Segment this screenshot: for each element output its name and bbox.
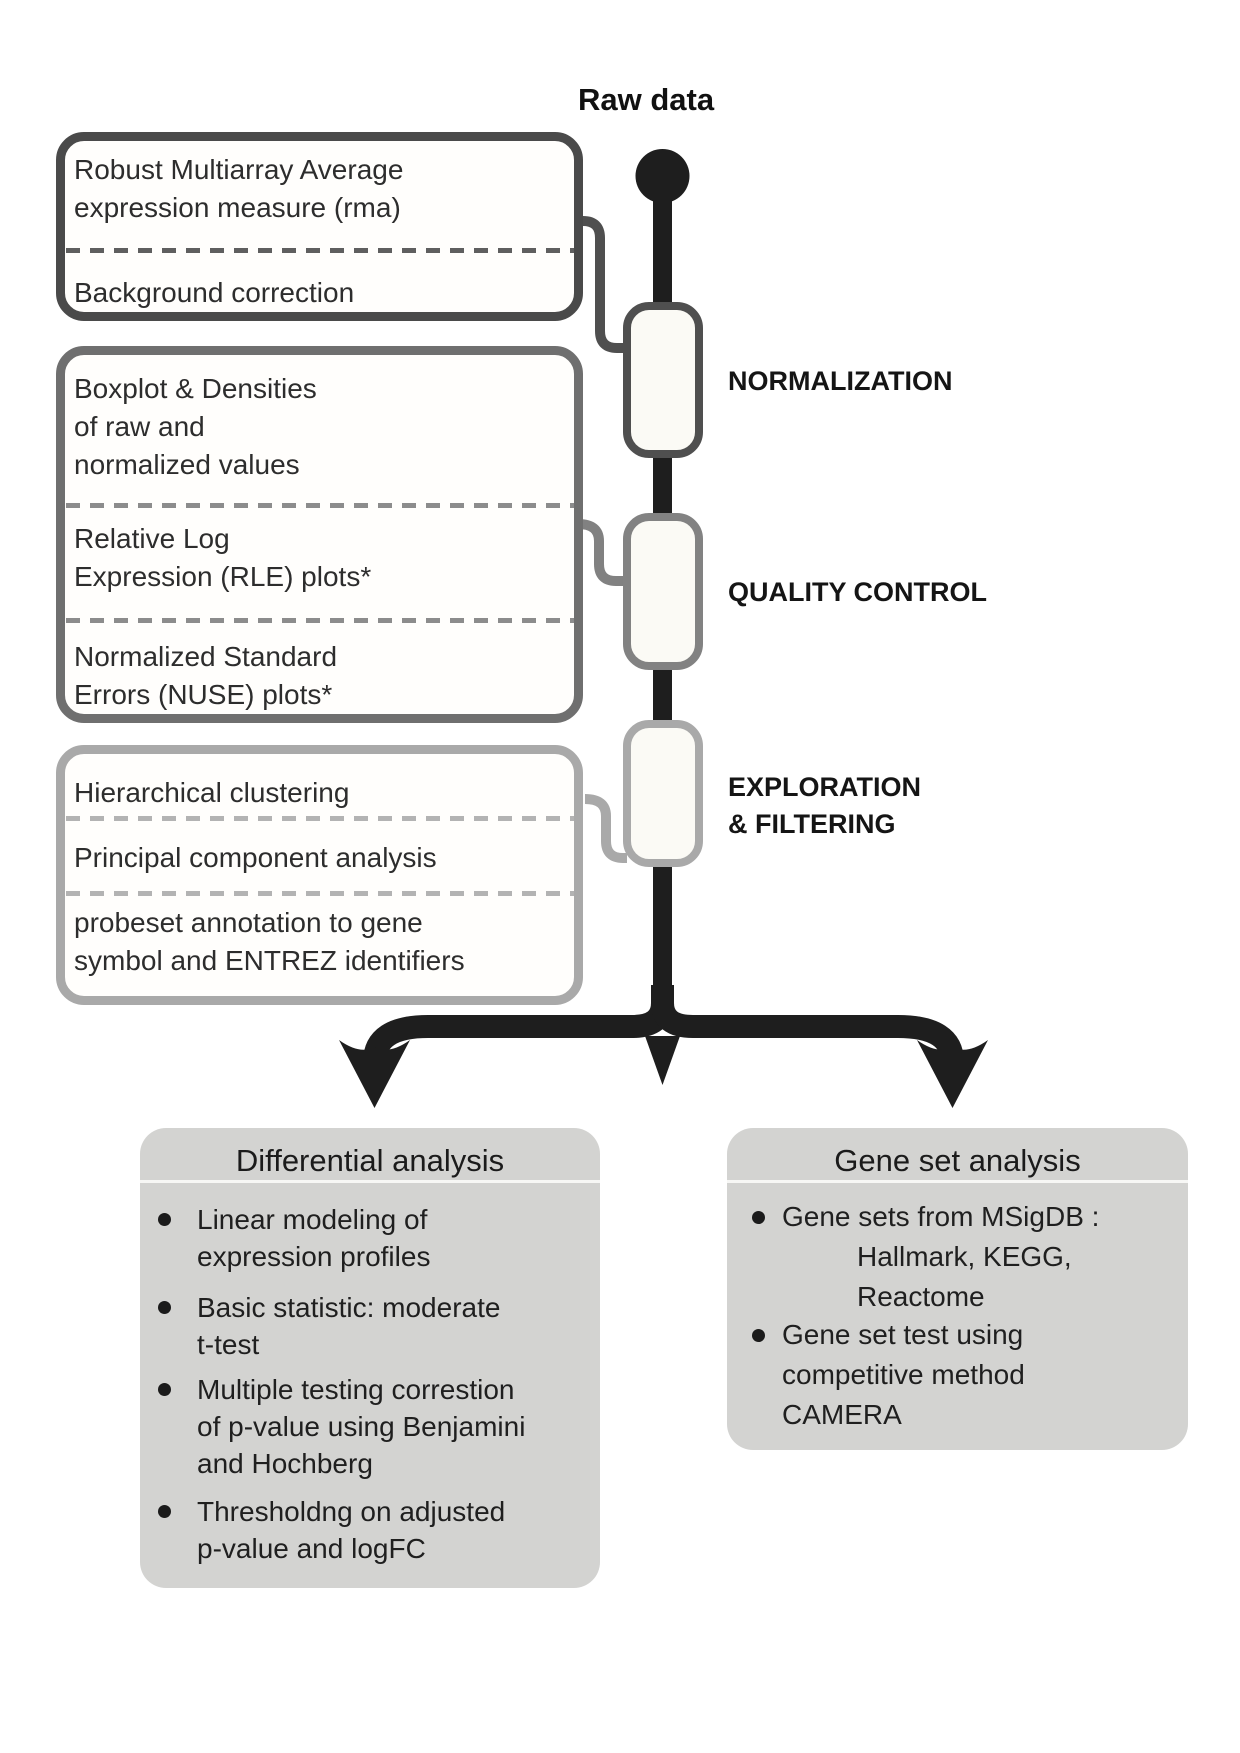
step-line: expression measure (rma) (74, 192, 401, 223)
bullet-line: Hallmark, KEGG, (857, 1241, 1072, 1272)
divider-dashed (66, 503, 574, 508)
step-line: Errors (NUSE) plots* (74, 679, 333, 710)
stage-label-line: & FILTERING (728, 809, 896, 839)
bullet-item-camera-test (782, 1315, 1025, 1435)
stage-label-normalization (728, 363, 952, 400)
arrowhead-left-icon (339, 1040, 410, 1108)
step-line: symbol and ENTREZ identifiers (74, 945, 465, 976)
step-nuse-plots (74, 638, 337, 714)
connector-exploration (585, 799, 627, 858)
arrowhead-right-icon (917, 1040, 988, 1108)
raw-data-label: Raw data (578, 82, 715, 117)
stage-label-quality-control (728, 574, 987, 611)
step-line: of raw and (74, 411, 205, 442)
step-line: Background correction (74, 277, 355, 308)
fork-right-branch (663, 985, 953, 1066)
exploration-node (623, 720, 703, 867)
quality-control-node (623, 513, 703, 670)
stage-label-line: QUALITY CONTROL (728, 577, 987, 607)
bullet-item-multiple-testing (197, 1371, 525, 1482)
step-boxplot-densities (74, 370, 317, 484)
bullet-icon (158, 1505, 171, 1518)
step-line: probeset annotation to gene (74, 907, 423, 938)
bullet-line: Linear modeling of (197, 1204, 428, 1235)
bullet-line: t-test (197, 1329, 260, 1360)
step-line: Expression (RLE) plots* (74, 561, 372, 592)
bullet-icon (752, 1329, 765, 1342)
bullet-line: p-value and logFC (197, 1533, 426, 1564)
step-line: Normalized Standard (74, 641, 338, 672)
bullet-icon (752, 1211, 765, 1224)
step-line: Boxplot & Densities (74, 373, 317, 404)
bullet-icon (158, 1213, 171, 1226)
connector-normalization (583, 221, 627, 348)
bullet-icon (158, 1301, 171, 1314)
divider-dashed (66, 618, 574, 623)
bullet-icon (158, 1383, 171, 1396)
bullet-item-thresholding (197, 1493, 505, 1567)
bullet-line: competitive method (782, 1359, 1025, 1390)
bullet-line: of p-value using Benjamini (197, 1411, 526, 1442)
bullet-line: and Hochberg (197, 1448, 373, 1479)
bullet-line: Gene set test using (782, 1319, 1024, 1350)
step-line: Relative Log (74, 523, 230, 554)
bullet-line: Reactome (857, 1281, 985, 1312)
connector-quality-control (578, 524, 627, 581)
gene-set-analysis-title: Gene set analysis (834, 1143, 1081, 1178)
stage-label-line: NORMALIZATION (728, 366, 953, 396)
stage-label-line: EXPLORATION (728, 772, 922, 802)
step-background-correction (74, 274, 354, 312)
step-line: Hierarchical clustering (74, 777, 350, 808)
raw-data-dot (636, 149, 690, 203)
bullet-line: Gene sets from MSigDB : (782, 1201, 1100, 1232)
divider-dashed (66, 816, 574, 821)
fork-center-cusp (645, 1036, 680, 1085)
divider-dashed (66, 248, 574, 253)
stage-label-exploration-filtering (728, 769, 921, 843)
bullet-line: Multiple testing correstion (197, 1374, 515, 1405)
bullet-line: CAMERA (782, 1399, 902, 1430)
bullet-item-linear-modeling (197, 1201, 430, 1275)
title-separator (727, 1180, 1188, 1183)
title-separator (140, 1180, 600, 1183)
step-hierarchical-clustering (74, 774, 349, 812)
step-rle-plots (74, 520, 371, 596)
step-line: normalized values (74, 449, 300, 480)
step-line: Robust Multiarray Average (74, 154, 404, 185)
step-probeset-annotation (74, 904, 465, 980)
bullet-item-gene-sets-msigdb (782, 1197, 1099, 1317)
differential-analysis-title: Differential analysis (235, 1143, 505, 1178)
step-rma (74, 151, 403, 227)
bullet-line: Thresholdng on adjusted (197, 1496, 506, 1527)
step-pca (74, 839, 437, 877)
normalization-node (623, 302, 703, 458)
bullet-line: expression profiles (197, 1241, 431, 1272)
divider-dashed (66, 891, 574, 896)
bullet-line: Basic statistic: moderate (197, 1292, 501, 1323)
step-line: Principal component analysis (74, 842, 437, 873)
bullet-item-basic-statistic (197, 1289, 500, 1363)
